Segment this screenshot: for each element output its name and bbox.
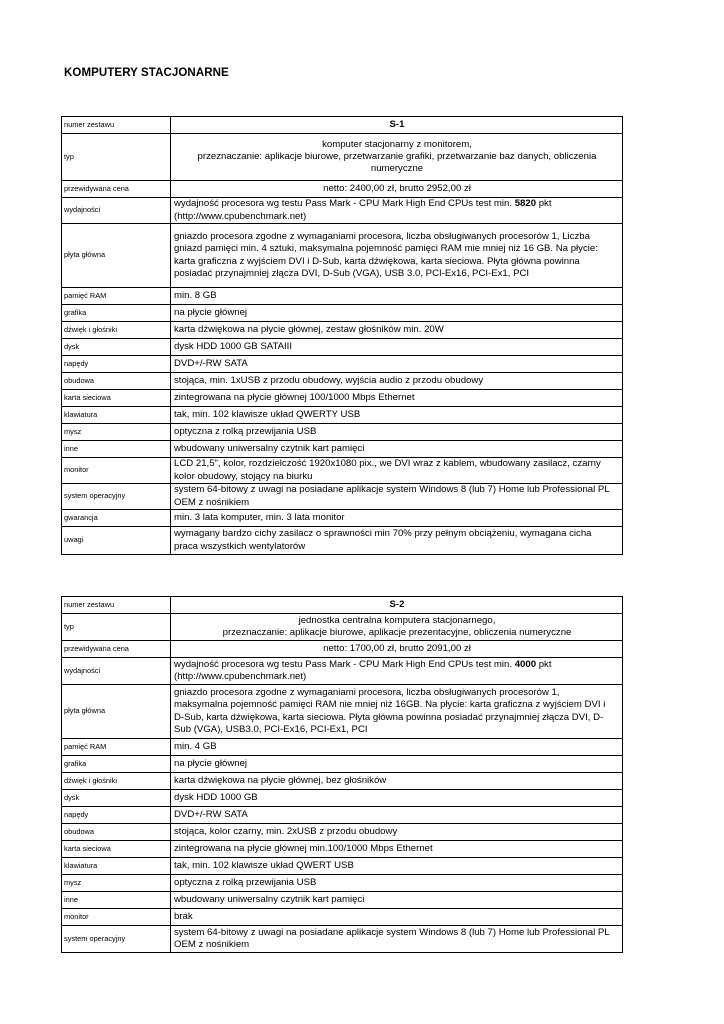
row-value: min. 8 GB (171, 288, 623, 305)
row-value: gniazdo procesora zgodne z wymaganiami procesora, liczba obsługiwanych procesorów 1, maksymalna pojemność pamięci RAM nie mniej niż 16GB. Na płycie: karta graficzna z wyjściem DVI i D-Sub, karta dźwiękowa, karta sieciowa. Płyta główna powinna posiadać przynajmniej złącza DVI, D- Sub (VGA), USB3.0, PCI-Ex16, PCI-Ex1, PCI (171, 685, 623, 739)
header-label: numer zestawu (62, 597, 171, 614)
row-value: system 64-bitowy z uwagi na posiadane aplikacje system Windows 8 (lub 7) Home lub Professional PL OEM z nośnikiem (171, 926, 623, 953)
row-value: stojąca, kolor czarny, min. 2xUSB z przodu obudowy (171, 824, 623, 841)
row-label: dysk (62, 790, 171, 807)
benchmark-score: 4000 (514, 658, 537, 670)
row-value: tak, min. 102 klawisze układ QWERT USB (171, 858, 623, 875)
row-label: przewidywana cena (62, 181, 171, 198)
row-label: system operacyjny (62, 484, 171, 510)
row-label: monitor (62, 458, 171, 484)
row-label: system operacyjny (62, 926, 171, 953)
row-label: przewidywana cena (62, 641, 171, 658)
row-value: dysk HDD 1000 GB SATAIII (171, 339, 623, 356)
row-label: płyta główna (62, 685, 171, 739)
row-label: pamięć RAM (62, 288, 171, 305)
row-value: brak (171, 909, 623, 926)
value-text: wydajność procesora wg testu Pass Mark - CPU Mark High End CPUs test min. (174, 198, 515, 210)
row-value: na płycie głównej (171, 756, 623, 773)
row-label: napędy (62, 807, 171, 824)
row-value: zintegrowana na płycie głównej min.100/1000 Mbps Ethernet (171, 841, 623, 858)
row-value (171, 198, 623, 224)
table-row (62, 390, 623, 407)
row-value: netto: 2400,00 zł, brutto 2952,00 zł (171, 181, 623, 198)
row-label: inne (62, 892, 171, 909)
value-text: pkt (http://www.cpubenchmark.net) (174, 658, 552, 682)
table-row (62, 305, 623, 322)
set-code: S-2 (171, 597, 623, 614)
row-value: tak, min. 102 klawisze układ QWERTY USB (171, 407, 623, 424)
row-value: DVD+/-RW SATA (171, 807, 623, 824)
row-label: karta sieciowa (62, 390, 171, 407)
spec-table-s2 (61, 596, 623, 953)
row-label: klawiatura (62, 407, 171, 424)
table-row (62, 658, 623, 685)
row-value: stojąca, min. 1xUSB z przodu obudowy, wyjścia audio z przodu obudowy (171, 373, 623, 390)
table-header-row (62, 597, 623, 614)
row-value: netto: 1700,00 zł, brutto 2091,00 zł (171, 641, 623, 658)
table-row (62, 614, 623, 641)
table-row (62, 288, 623, 305)
table-row (62, 773, 623, 790)
row-label: karta sieciowa (62, 841, 171, 858)
table-row (62, 224, 623, 288)
row-label: klawiatura (62, 858, 171, 875)
spec-table-body (62, 597, 623, 953)
table-row (62, 756, 623, 773)
table-row (62, 181, 623, 198)
row-value: komputer stacjonarny z monitorem, przeznaczanie: aplikacje biurowe, przetwarzanie grafiki, przetwarzanie baz danych, obliczenia numeryczne (171, 134, 623, 181)
table-row (62, 909, 623, 926)
row-value: wbudowany uniwersalny czytnik kart pamięci (171, 892, 623, 909)
row-value: karta dźwiękowa na płycie głównej, bez głośników (171, 773, 623, 790)
row-label: dźwięk i głośniki (62, 773, 171, 790)
row-label: mysz (62, 875, 171, 892)
row-label: obudowa (62, 824, 171, 841)
table-row (62, 339, 623, 356)
table-row (62, 373, 623, 390)
row-label: grafika (62, 756, 171, 773)
spec-table-s1 (61, 116, 623, 555)
row-label: monitor (62, 909, 171, 926)
row-value: na płycie głównej (171, 305, 623, 322)
table-row (62, 685, 623, 739)
table-row (62, 527, 623, 555)
row-value: wymagany bardzo cichy zasilacz o sprawności min 70% przy pełnym obciążeniu, wymagana cicha praca wszystkich wentylatorów (171, 527, 623, 555)
value-text: pkt (http://www.cpubenchmark.net) (174, 198, 552, 222)
row-value: min. 3 lata komputer, min. 3 lata monitor (171, 510, 623, 527)
table-row (62, 484, 623, 510)
table-row (62, 441, 623, 458)
row-value: system 64-bitowy z uwagi na posiadane aplikacje system Windows 8 (lub 7) Home lub Professional PL OEM z nośnikiem (171, 484, 623, 510)
row-label: płyta główna (62, 224, 171, 288)
row-value: optyczna z rolką przewijania USB (171, 424, 623, 441)
spec-table-body (62, 117, 623, 555)
table-row (62, 510, 623, 527)
row-value: dysk HDD 1000 GB (171, 790, 623, 807)
row-label: grafika (62, 305, 171, 322)
row-label: dysk (62, 339, 171, 356)
row-value: min. 4 GB (171, 739, 623, 756)
table-row (62, 841, 623, 858)
row-value: wbudowany uniwersalny czytnik kart pamięci (171, 441, 623, 458)
row-value (171, 658, 623, 685)
row-value: optyczna z rolką przewijania USB (171, 875, 623, 892)
table-row (62, 858, 623, 875)
table-row (62, 739, 623, 756)
table-row (62, 134, 623, 181)
table-row (62, 458, 623, 484)
row-label: typ (62, 134, 171, 181)
row-label: napędy (62, 356, 171, 373)
row-label: wydajności (62, 198, 171, 224)
row-label: dźwięk i głośniki (62, 322, 171, 339)
benchmark-score: 5820 (514, 198, 537, 210)
row-value: zintegrowana na płycie głównej 100/1000 Mbps Ethernet (171, 390, 623, 407)
table-header-row (62, 117, 623, 134)
table-row (62, 322, 623, 339)
value-text: wydajność procesora wg testu Pass Mark - CPU Mark High End CPUs test min. (174, 658, 515, 670)
table-row (62, 790, 623, 807)
page-title: KOMPUTERY STACJONARNE (64, 67, 229, 79)
row-value: jednostka centralna komputera stacjonarnego, przeznaczanie: aplikacje biurowe, aplikacje prezentacyjne, obliczenia numeryczne (171, 614, 623, 641)
table-row (62, 926, 623, 953)
table-row (62, 807, 623, 824)
row-label: uwagi (62, 527, 171, 555)
row-label: inne (62, 441, 171, 458)
row-value: gniazdo procesora zgodne z wymaganiami procesora, liczba obsługiwanych procesorów 1, Liczba gniazd pamięci min. 4 sztuki, maksymalna pojemność pamięci RAM mie mniej niż 16 GB. Na płycie: karta graficzna z wyjściem DVI i D-Sub, karta dźwiękowa, karta sieciowa. Płyta główna powinna posiadać przynajmniej złącza DVI, D-Sub (VGA), USB 3.0, PCI-Ex16, PCI-Ex1, PCI (171, 224, 623, 288)
row-label: mysz (62, 424, 171, 441)
set-code: S-1 (171, 117, 623, 134)
row-label: typ (62, 614, 171, 641)
row-value: karta dźwiękowa na płycie głównej, zestaw głośników min. 20W (171, 322, 623, 339)
table-row (62, 641, 623, 658)
table-row (62, 892, 623, 909)
row-label: pamięć RAM (62, 739, 171, 756)
row-label: gwarancja (62, 510, 171, 527)
table-row (62, 875, 623, 892)
row-value: LCD 21,5", kolor, rozdzielczość 1920x1080 pix., we DVI wraz z kablem, wbudowany zasilacz, czarny kolor obudowy, stojący na biurku (171, 458, 623, 484)
row-value: DVD+/-RW SATA (171, 356, 623, 373)
row-label: obudowa (62, 373, 171, 390)
table-row (62, 824, 623, 841)
table-row (62, 356, 623, 373)
table-row (62, 198, 623, 224)
row-label: wydajności (62, 658, 171, 685)
table-row (62, 407, 623, 424)
header-label: numer zestawu (62, 117, 171, 134)
table-row (62, 424, 623, 441)
